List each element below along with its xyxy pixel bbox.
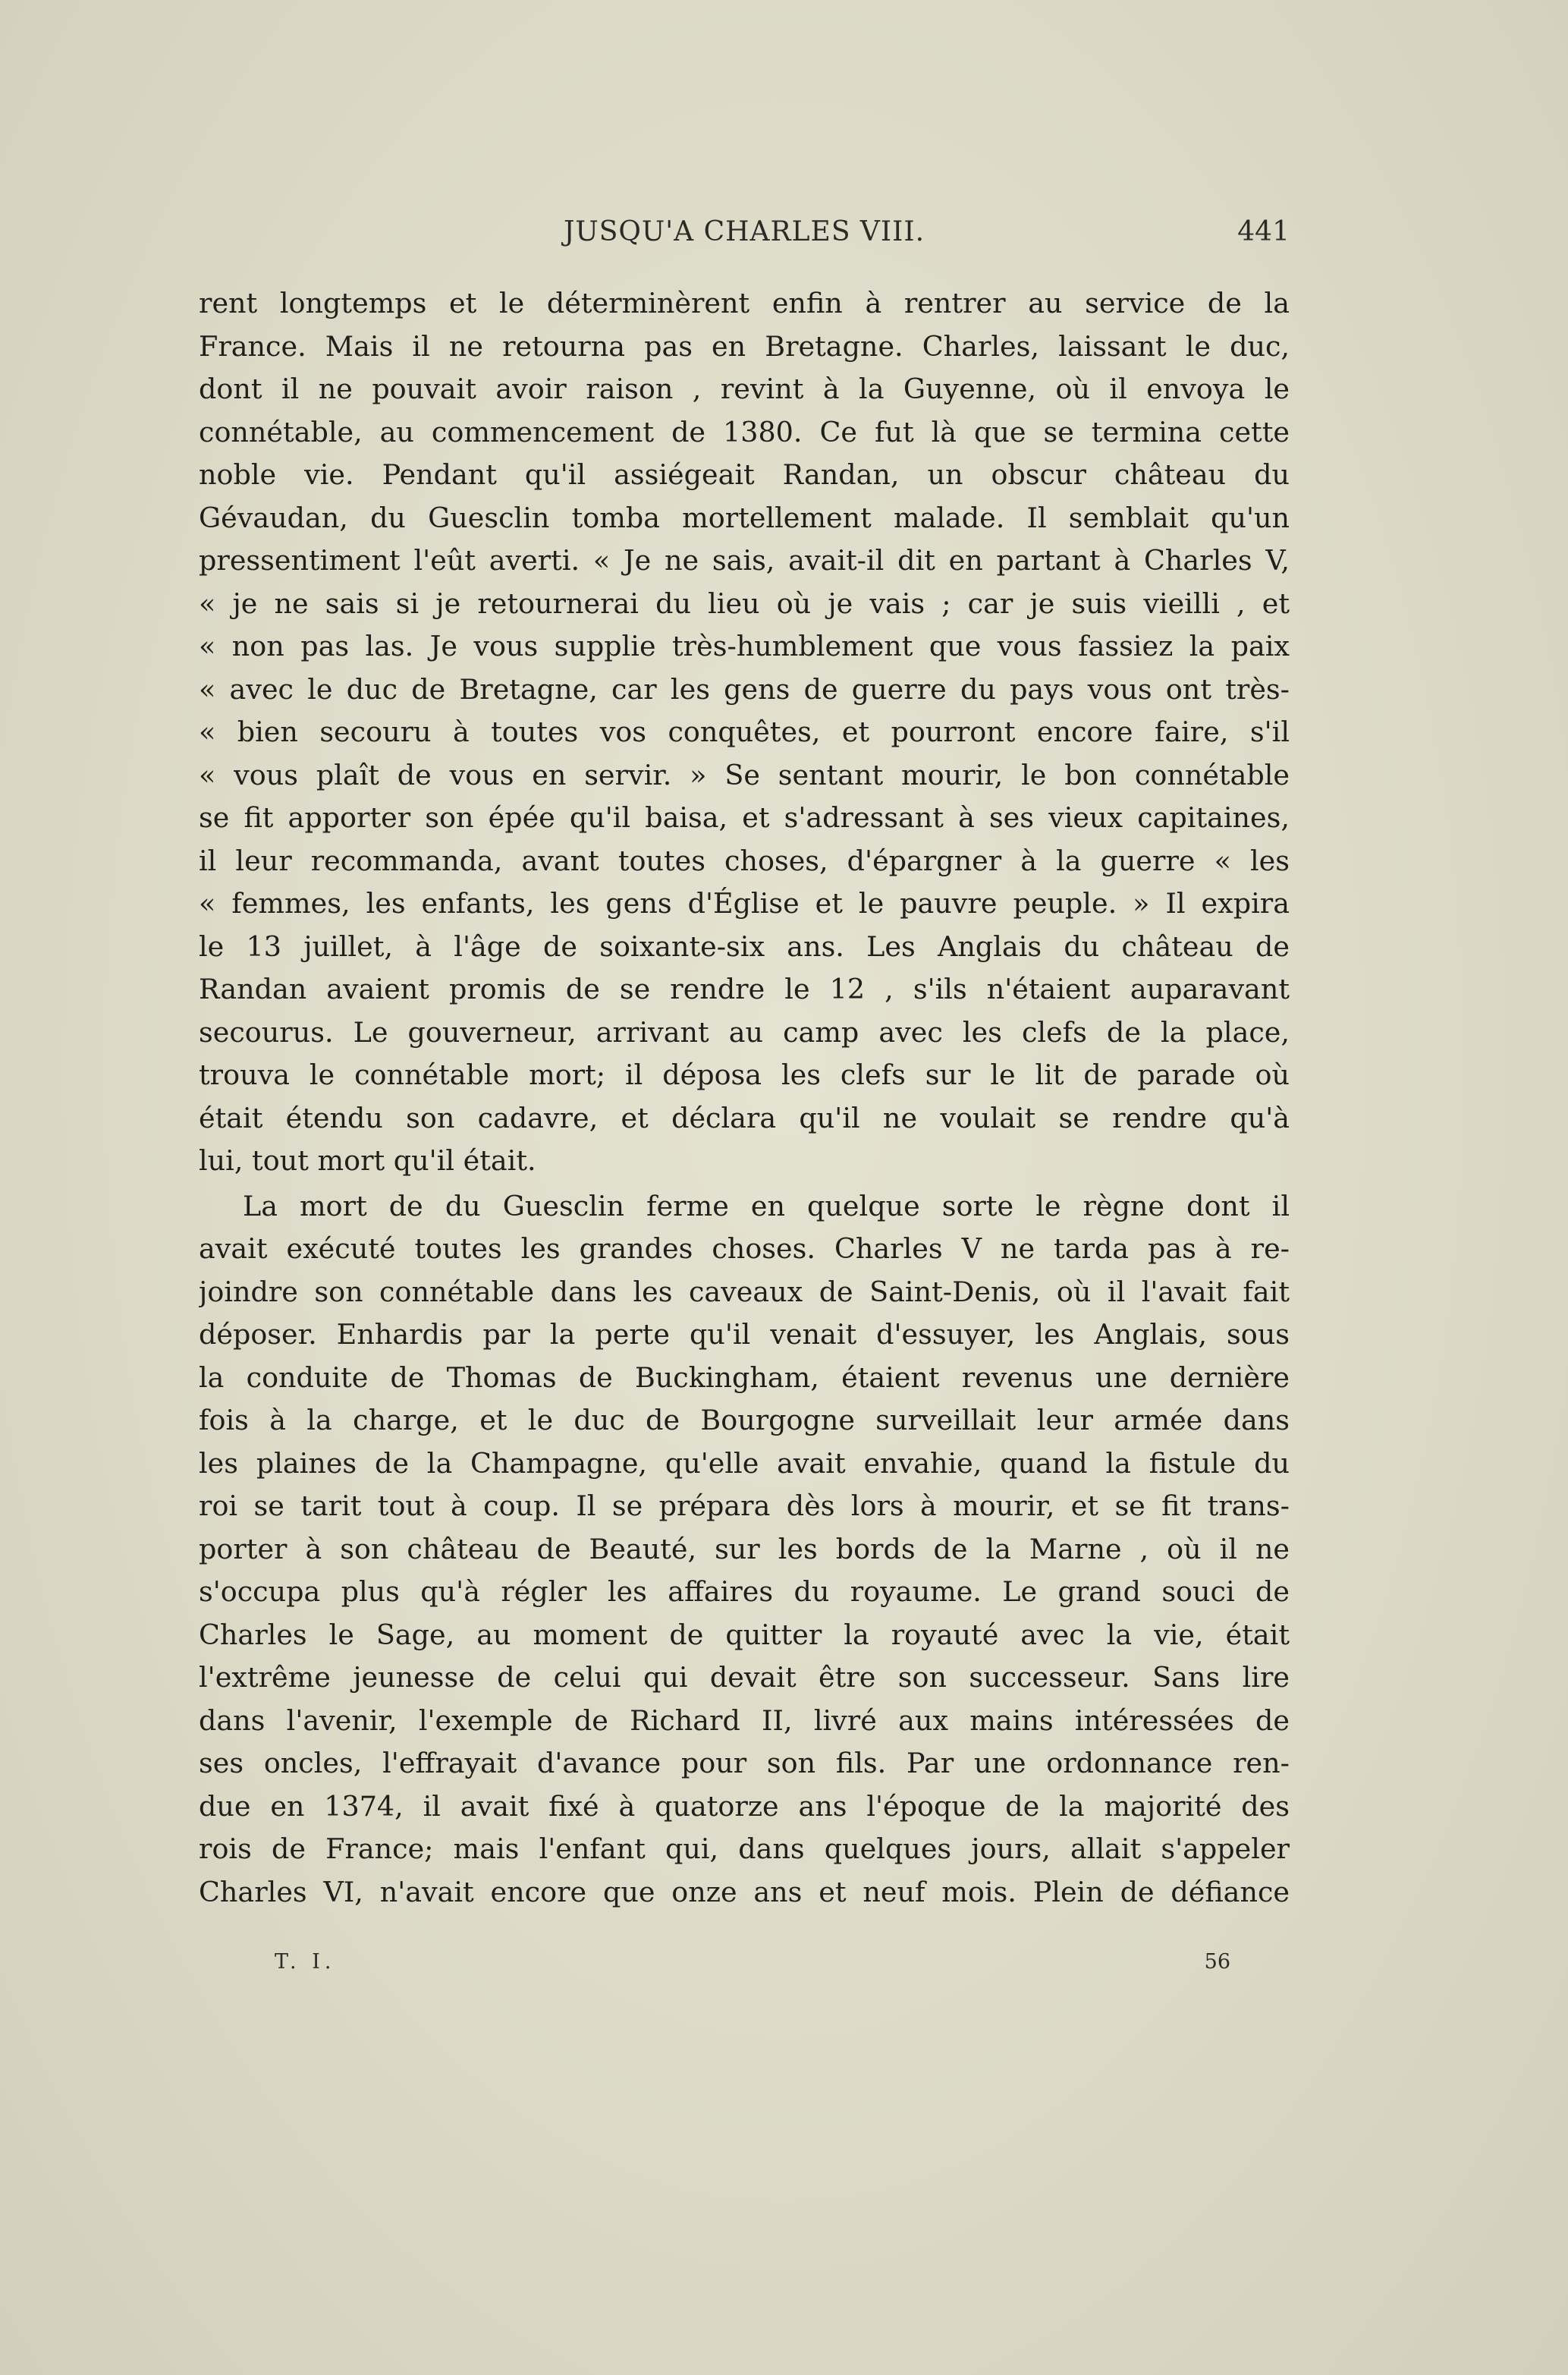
text-line: secourus. Le gouverneur, arrivant au camp avec les clefs de la place,	[199, 1015, 1290, 1049]
text-line: Gévaudan, du Guesclin tomba mortellement malade. Il semblait qu'un	[199, 501, 1290, 534]
text-line: trouva le connétable mort; il déposa les clefs sur le lit de parade où	[199, 1059, 1290, 1091]
text-line: France. Mais il ne retourna pas en Bretagne. Charles, laissant le duc,	[199, 329, 1290, 363]
text-line: « bien secouru à toutes vos conquêtes, et pourront encore faire, s'il	[199, 716, 1290, 748]
text-line: déposer. Enhardis par la perte qu'il venait d'essuyer, les Anglais, sous	[199, 1318, 1290, 1351]
text-line: La mort de du Guesclin ferme en quelque sorte le règne dont il	[243, 1189, 1290, 1222]
text-line: Charles VI, n'avait encore que onze ans et neuf mois. Plein de défiance	[199, 1875, 1290, 1908]
page-number: 441	[1237, 216, 1290, 247]
paragraph-2	[199, 1185, 1290, 1914]
text-line: Charles le Sage, au moment de quitter la royauté avec la vie, était	[199, 1618, 1290, 1651]
text-line: « avec le duc de Bretagne, car les gens de guerre du pays vous ont très-	[199, 672, 1290, 706]
text-line: dans l'avenir, l'exemple de Richard II, livré aux mains intéressées de	[199, 1703, 1290, 1737]
text-line: l'extrême jeunesse de celui qui devait être son successeur. Sans lire	[199, 1661, 1290, 1694]
body-text	[199, 282, 1290, 1914]
text-line: joindre son connétable dans les caveaux de Saint-Denis, où il l'avait fait	[199, 1275, 1290, 1308]
text-line: se fit apporter son épée qu'il baisa, et s'adressant à ses vieux capitaines,	[199, 801, 1290, 834]
text-line: était étendu son cadavre, et déclara qu'il ne voulait se rendre qu'à	[199, 1101, 1290, 1134]
sheet-number: 56	[1204, 1950, 1230, 1974]
text-line: « femmes, les enfants, les gens d'Église et le pauvre peuple. » Il expira	[199, 887, 1290, 920]
text-line: connétable, au commencement de 1380. Ce fut là que se termina cette	[199, 415, 1290, 448]
running-title: JUSQU'A CHARLES VIII.	[563, 216, 925, 247]
text-line: ses oncles, l'effrayait d'avance pour son fils. Par une ordonnance ren-	[199, 1747, 1290, 1779]
text-line: pressentiment l'eût averti. « Je ne sais, avait-il dit en partant à Charles V,	[199, 544, 1290, 577]
signature-mark: T. I.	[275, 1950, 336, 1974]
text-line: Randan avaient promis de se rendre le 12 , s'ils n'étaient auparavant	[199, 973, 1290, 1005]
text-line: « vous plaît de vous en servir. » Se sentant mourir, le bon connétable	[199, 758, 1290, 791]
text-line: due en 1374, il avait fixé à quatorze ans l'époque de la majorité des	[199, 1789, 1290, 1823]
text-line: avait exécuté toutes les grandes choses. Charles V ne tarda pas à re-	[199, 1232, 1290, 1265]
text-line: rois de France; mais l'enfant qui, dans quelques jours, allait s'appeler	[199, 1832, 1290, 1865]
text-line: s'occupa plus qu'à régler les affaires du royaume. Le grand souci de	[199, 1575, 1290, 1608]
text-line: dont il ne pouvait avoir raison , revint à la Guyenne, où il envoya le	[199, 373, 1290, 405]
text-line: lui, tout mort qu'il était.	[199, 1144, 536, 1177]
running-head	[199, 216, 1290, 254]
text-line: rent longtemps et le déterminèrent enfin à rentrer au service de la	[199, 287, 1290, 319]
text-line: « je ne sais si je retournerai du lieu où je vais ; car je suis vieilli , et	[199, 587, 1290, 620]
paragraph-1	[199, 282, 1290, 1183]
page-footer	[275, 1950, 1230, 1980]
text-line: la conduite de Thomas de Buckingham, étaient revenus une dernière	[199, 1361, 1290, 1394]
text-line: le 13 juillet, à l'âge de soixante-six ans. Les Anglais du château de	[199, 930, 1290, 963]
text-line: porter à son château de Beauté, sur les bords de la Marne , où il ne	[199, 1532, 1290, 1565]
text-line: fois à la charge, et le duc de Bourgogne surveillait leur armée dans	[199, 1404, 1290, 1436]
text-line: les plaines de la Champagne, qu'elle avait envahie, quand la fistule du	[199, 1446, 1290, 1480]
text-line: il leur recommanda, avant toutes choses, d'épargner à la guerre « les	[199, 844, 1290, 877]
text-line: noble vie. Pendant qu'il assiégeait Randan, un obscur château du	[199, 458, 1290, 491]
text-line: « non pas las. Je vous supplie très-humblement que vous fassiez la paix	[199, 630, 1290, 662]
text-line: roi se tarit tout à coup. Il se prépara dès lors à mourir, et se fit trans-	[199, 1489, 1290, 1522]
